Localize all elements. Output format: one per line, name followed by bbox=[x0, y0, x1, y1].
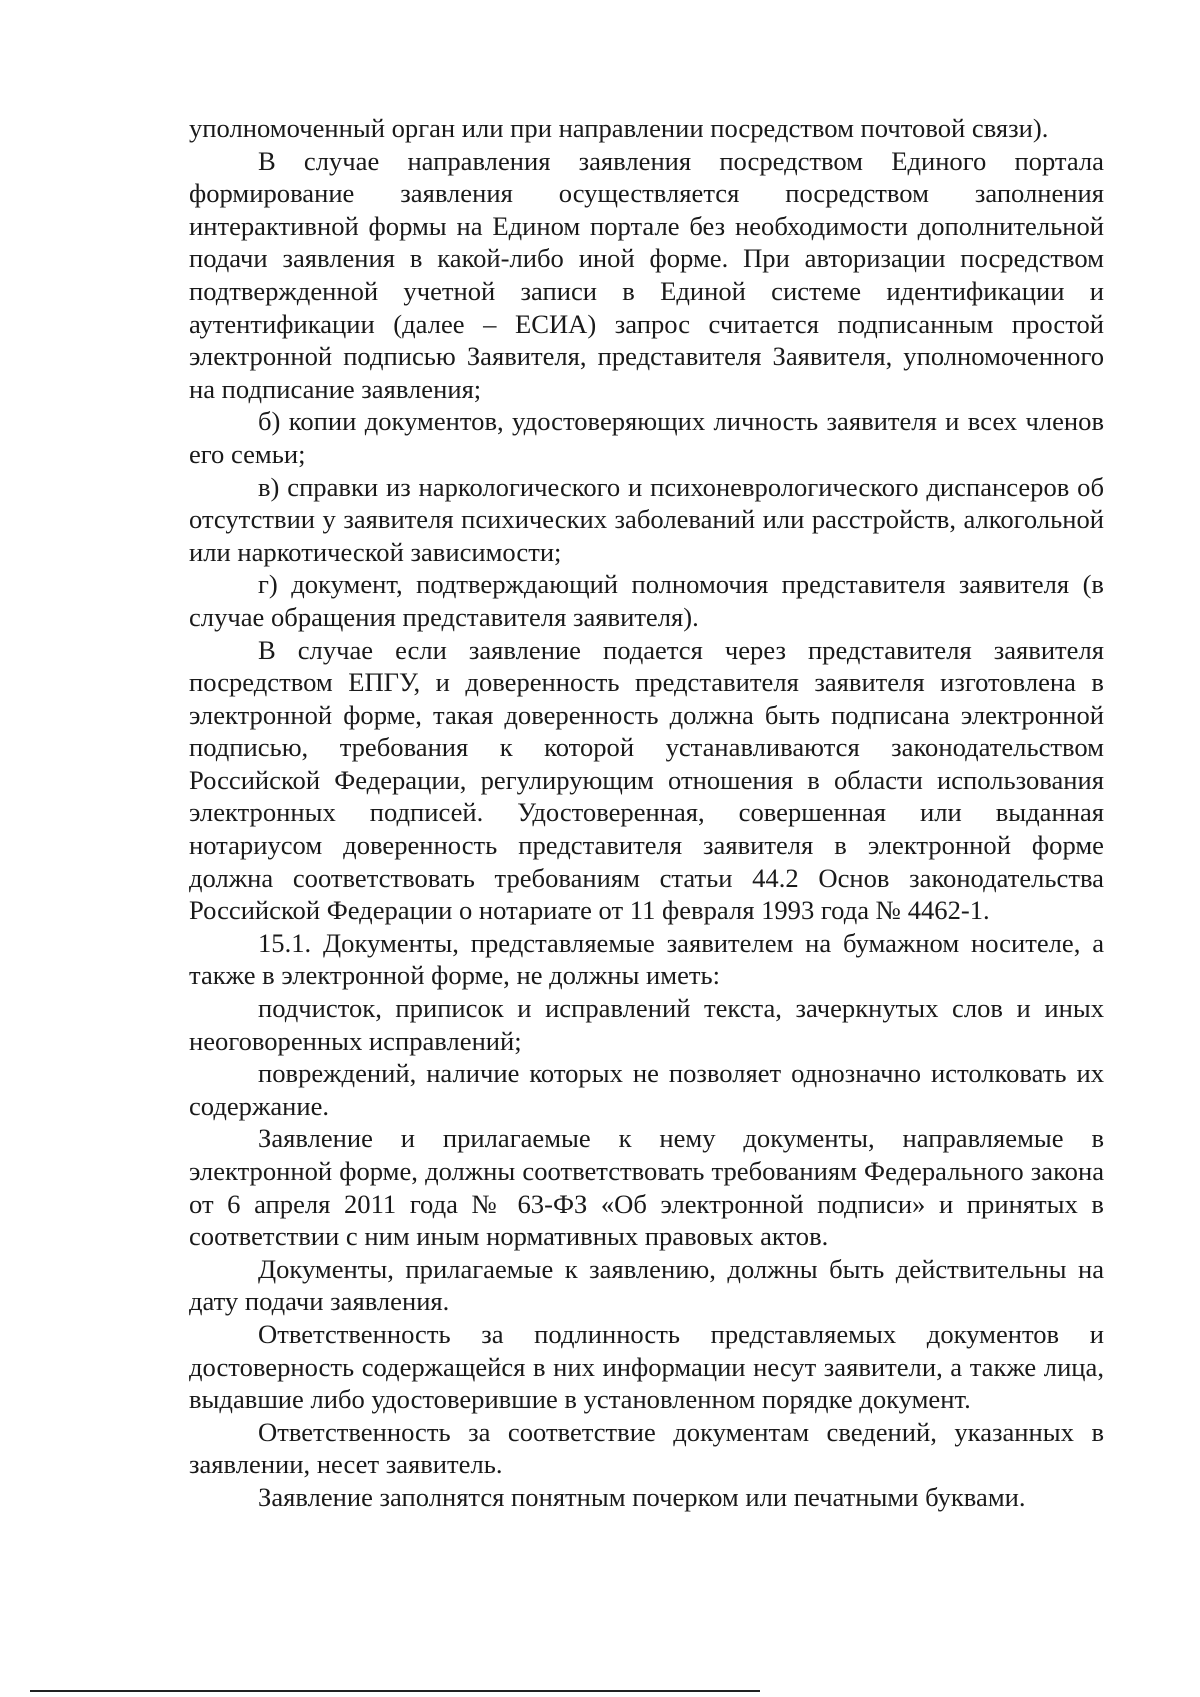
paragraph-item-b: б) копии документов, удостоверяющих личность заявителя и всех членов его семьи; bbox=[189, 406, 1104, 469]
paragraph-handwriting: Заявление заполнятся понятным почерком или печатными буквами. bbox=[258, 1481, 1026, 1512]
paragraph-15-1: 15.1. Документы, представляемые заявителем на бумажном носителе, а также в электронной форме, не должны иметь: bbox=[189, 927, 1104, 991]
paragraph-item-v: в) справки из наркологического и психоневрологического диспансеров об отсутствии у заявителя психических заболеваний или расстройств, алкогольной или наркотической зависимости; bbox=[189, 471, 1104, 567]
paragraph-responsibility-compliance: Ответственность за соответствие документам сведений, указанных в заявлении, несет заявитель. bbox=[189, 1416, 1104, 1480]
document-page bbox=[189, 112, 1104, 1514]
paragraph-erasures: подчисток, приписок и исправлений текста, зачеркнутых слов и иных неоговоренных исправлений; bbox=[189, 993, 1104, 1056]
footer-rule bbox=[30, 1690, 760, 1692]
paragraph-unified-portal: В случае направления заявления посредством Единого портала формирование заявления осуществляется посредством заполнения интерактивной формы на Едином портале без необходимости дополнительной подачи заявления в какой-либо иной форме. При авторизации посредством подтвержденной учетной записи в Единой системе идентификации и аутентификации (далее – ЕСИА) запрос считается подписанным простой электронной подписью Заявителя, представителя Заявителя, уполномоченного на подписание заявления; bbox=[189, 145, 1104, 404]
paragraph-damages: повреждений, наличие которых не позволяет однозначно истолковать их содержание. bbox=[189, 1058, 1104, 1121]
paragraph-validity: Документы, прилагаемые к заявлению, должны быть действительны на дату подачи заявления. bbox=[189, 1253, 1104, 1317]
paragraph-responsibility-authenticity: Ответственность за подлинность представляемых документов и достоверность содержащейся в них информации несут заявители, а также лица, выдавшие либо удостоверившие в установленном порядке документ. bbox=[189, 1318, 1104, 1415]
paragraph-representative: В случае если заявление подается через представителя заявителя посредством ЕПГУ, и доверенность представителя заявителя изготовлена в электронной форме, такая доверенность должна быть подписана электронной подписью, требования к которой устанавливаются законодательством Российской Федерации, регулирующим отношения в области использования электронных подписей. Удостоверенная, совершенная или выданная нотариусом доверенность представителя заявителя в электронной форме должна соответствовать требованиям статьи 44.2 Основ законодательства Российской Федерации о нотариате от 11 февраля 1993 года № 4462-1. bbox=[189, 634, 1104, 926]
paragraph-postal-continuation: уполномоченный орган или при направлении посредством почтовой связи). bbox=[189, 113, 1049, 143]
paragraph-item-g: г) документ, подтверждающий полномочия представителя заявителя (в случае обращения представителя заявителя). bbox=[189, 569, 1104, 632]
paragraph-electronic-docs: Заявление и прилагаемые к нему документы, направляемые в электронной форме, должны соответствовать требованиям Федерального закона от 6 апреля 2011 года № 63-ФЗ «Об электронной подписи» и принятых в соответствии с ним иным нормативных правовых актов. bbox=[189, 1123, 1104, 1252]
